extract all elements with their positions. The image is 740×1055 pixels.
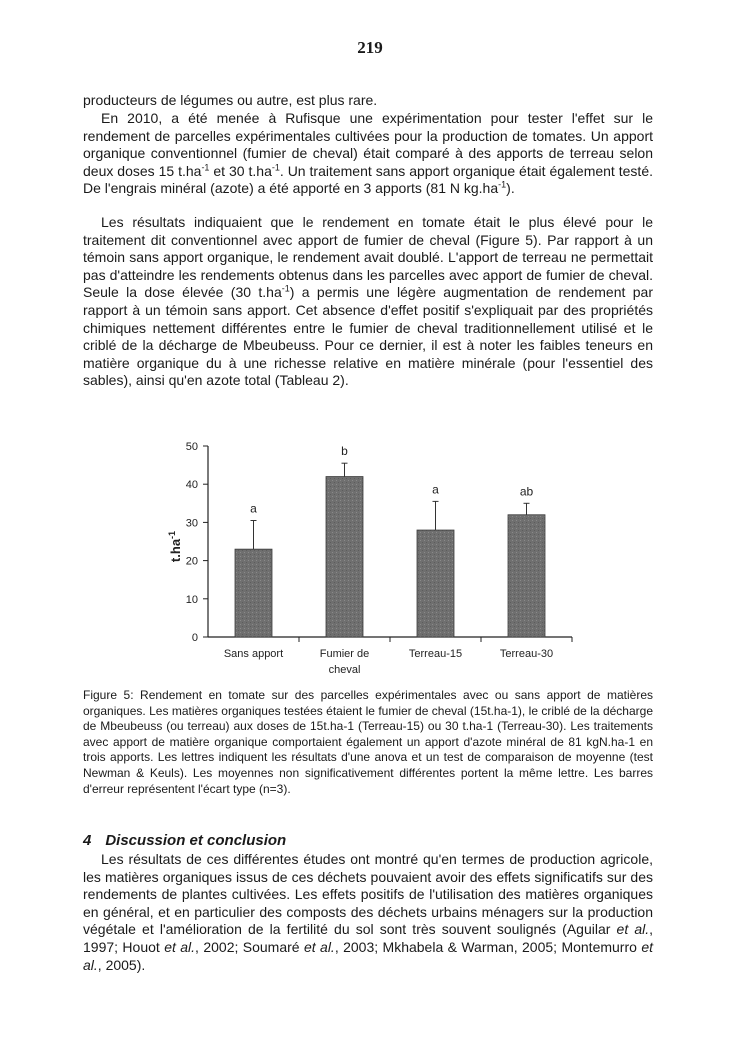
y-axis-label: $t.ha^{-1}$	[167, 530, 183, 563]
superscript: -1	[281, 283, 290, 294]
y-axis-label-superscript: -1	[167, 530, 177, 539]
significance-letter: a	[432, 482, 439, 497]
superscript: -1	[201, 162, 210, 173]
citation-et-al: et al.	[164, 938, 196, 955]
citation-et-al: et al.	[303, 938, 335, 955]
superscript: -1	[271, 162, 280, 173]
bar	[417, 530, 454, 637]
y-tick-label: 30	[185, 517, 198, 530]
section-number: 4	[83, 832, 92, 849]
paragraph-text: producteurs de légumes ou autre, est plus rare.	[83, 92, 378, 108]
y-tick-label: 40	[185, 479, 198, 492]
figure-caption: Figure 5: Rendement en tomate sur des parcelles expérimentales avec ou sans apport de matières organiques. Les matières organiques testées étaient le fumier de cheval (15t.ha-1), le criblé de la décharge de Mbeubeuss (ou terreau) aux doses de 15t.ha-1 (Terreau-15) ou 30 t.ha-1 (Terreau-30). Les traitements avec apport de matière organique comportaient également un apport d'azote minéral de 81 kgN.ha-1 en trois apports. Les lettres indiquent les résultats d'une anova et un test de comparaison de moyenne (test Newman & Keuls). Les moyennes non significativement différentes portent la même lettre. Les barres d'erreur représentent l'écart type (n=3).	[83, 688, 653, 796]
y-tick-label: 50	[185, 441, 198, 453]
text-span: , 2002; Soumaré	[195, 938, 304, 955]
bar-chart	[160, 432, 590, 682]
category-label: Fumier de	[319, 648, 370, 660]
text-span: ).	[506, 180, 515, 197]
bar	[508, 515, 545, 637]
text-span: , 2005).	[97, 956, 146, 973]
text-span: En 2010, a été menée à Rufisque une expérimentation pour tester l'effet sur le rendement de parcelles expérimentales cultivées pour la production de tomates. Un apport organique conventionnel (fumier de cheval) était comparé à des apports de terreau selon deux doses 15 t.ha	[83, 110, 653, 179]
text-span: et 30 t.ha	[209, 162, 272, 179]
text-span: Les résultats de ces différentes études ont montré qu'en termes de production agricole, les matières organiques issus de ces déchets pouvaient avoir des effets significatifs sur des rendements de plantes cultivées. Les effets positifs de l'utilisation des matières organiques en général, et en particulier des composts des déchets urbains ménagers sur la production végétale et l'amélioration de la fertilité du sol sont très souvent soulignés (Aguilar	[83, 851, 653, 938]
paragraph-continuation	[83, 92, 653, 110]
text-span: ) a permis une légère augmentation de rendement par rapport à un témoin sans apport. Cet absence d'effet positif s'expliquait par des propriétés chimiques nettement différentes entre le fumier de cheval traditionnellement utilisé et le criblé de la décharge de Mbeubeuss. Pour ce dernier, il est à noter les faibles teneurs en matière organique du à une richesse relative en matière minérale (pour l'essentiel des sables), ainsi qu'en azote total (Tableau 2).	[83, 284, 653, 389]
paragraph-results	[83, 214, 653, 390]
category-label: Terreau-30	[499, 648, 554, 660]
category-label: Sans apport	[223, 648, 284, 660]
superscript: -1	[498, 179, 507, 190]
citation-et-al: et al.	[616, 921, 650, 938]
paragraph-experiment	[83, 110, 653, 198]
y-tick-label: 10	[185, 593, 198, 606]
bar	[326, 477, 363, 637]
text-span: . Un traitement sans apport organique était également testé. De l'engrais minéral (azote) a été apporté en 3 apports (81 N kg.ha	[83, 162, 653, 197]
category-label: Terreau-15	[408, 648, 463, 660]
section-title: Discussion et conclusion	[105, 832, 287, 849]
section-heading	[83, 832, 286, 849]
paragraph-discussion	[83, 851, 653, 974]
bar	[235, 549, 272, 637]
significance-letter: a	[250, 501, 257, 516]
y-tick-label: 0	[191, 632, 198, 644]
significance-letter: ab	[519, 484, 534, 499]
figure-5-chart	[160, 432, 590, 682]
y-tick-label: 20	[185, 555, 198, 568]
text-span: , 2003; Mkhabela & Warman, 2005; Montemurro	[334, 938, 642, 955]
text-span: Les résultats indiquaient que le rendement en tomate était le plus élevé pour le traitement dit conventionnel avec apport de fumier de cheval (Figure 5). Par rapport à un témoin sans apport organique, le rendement avait doublé. L'apport de terreau ne permettait pas d'atteindre les rendements obtenus dans les parcelles avec apport de fumier de cheval. Seule la dose élevée (30 t.ha	[83, 214, 653, 301]
text-span: , 1997; Houot	[83, 921, 653, 955]
category-label: cheval	[328, 664, 361, 676]
citation-et-al: et al.	[83, 938, 654, 973]
significance-letter: b	[341, 444, 348, 459]
page-number: 219	[357, 38, 383, 57]
